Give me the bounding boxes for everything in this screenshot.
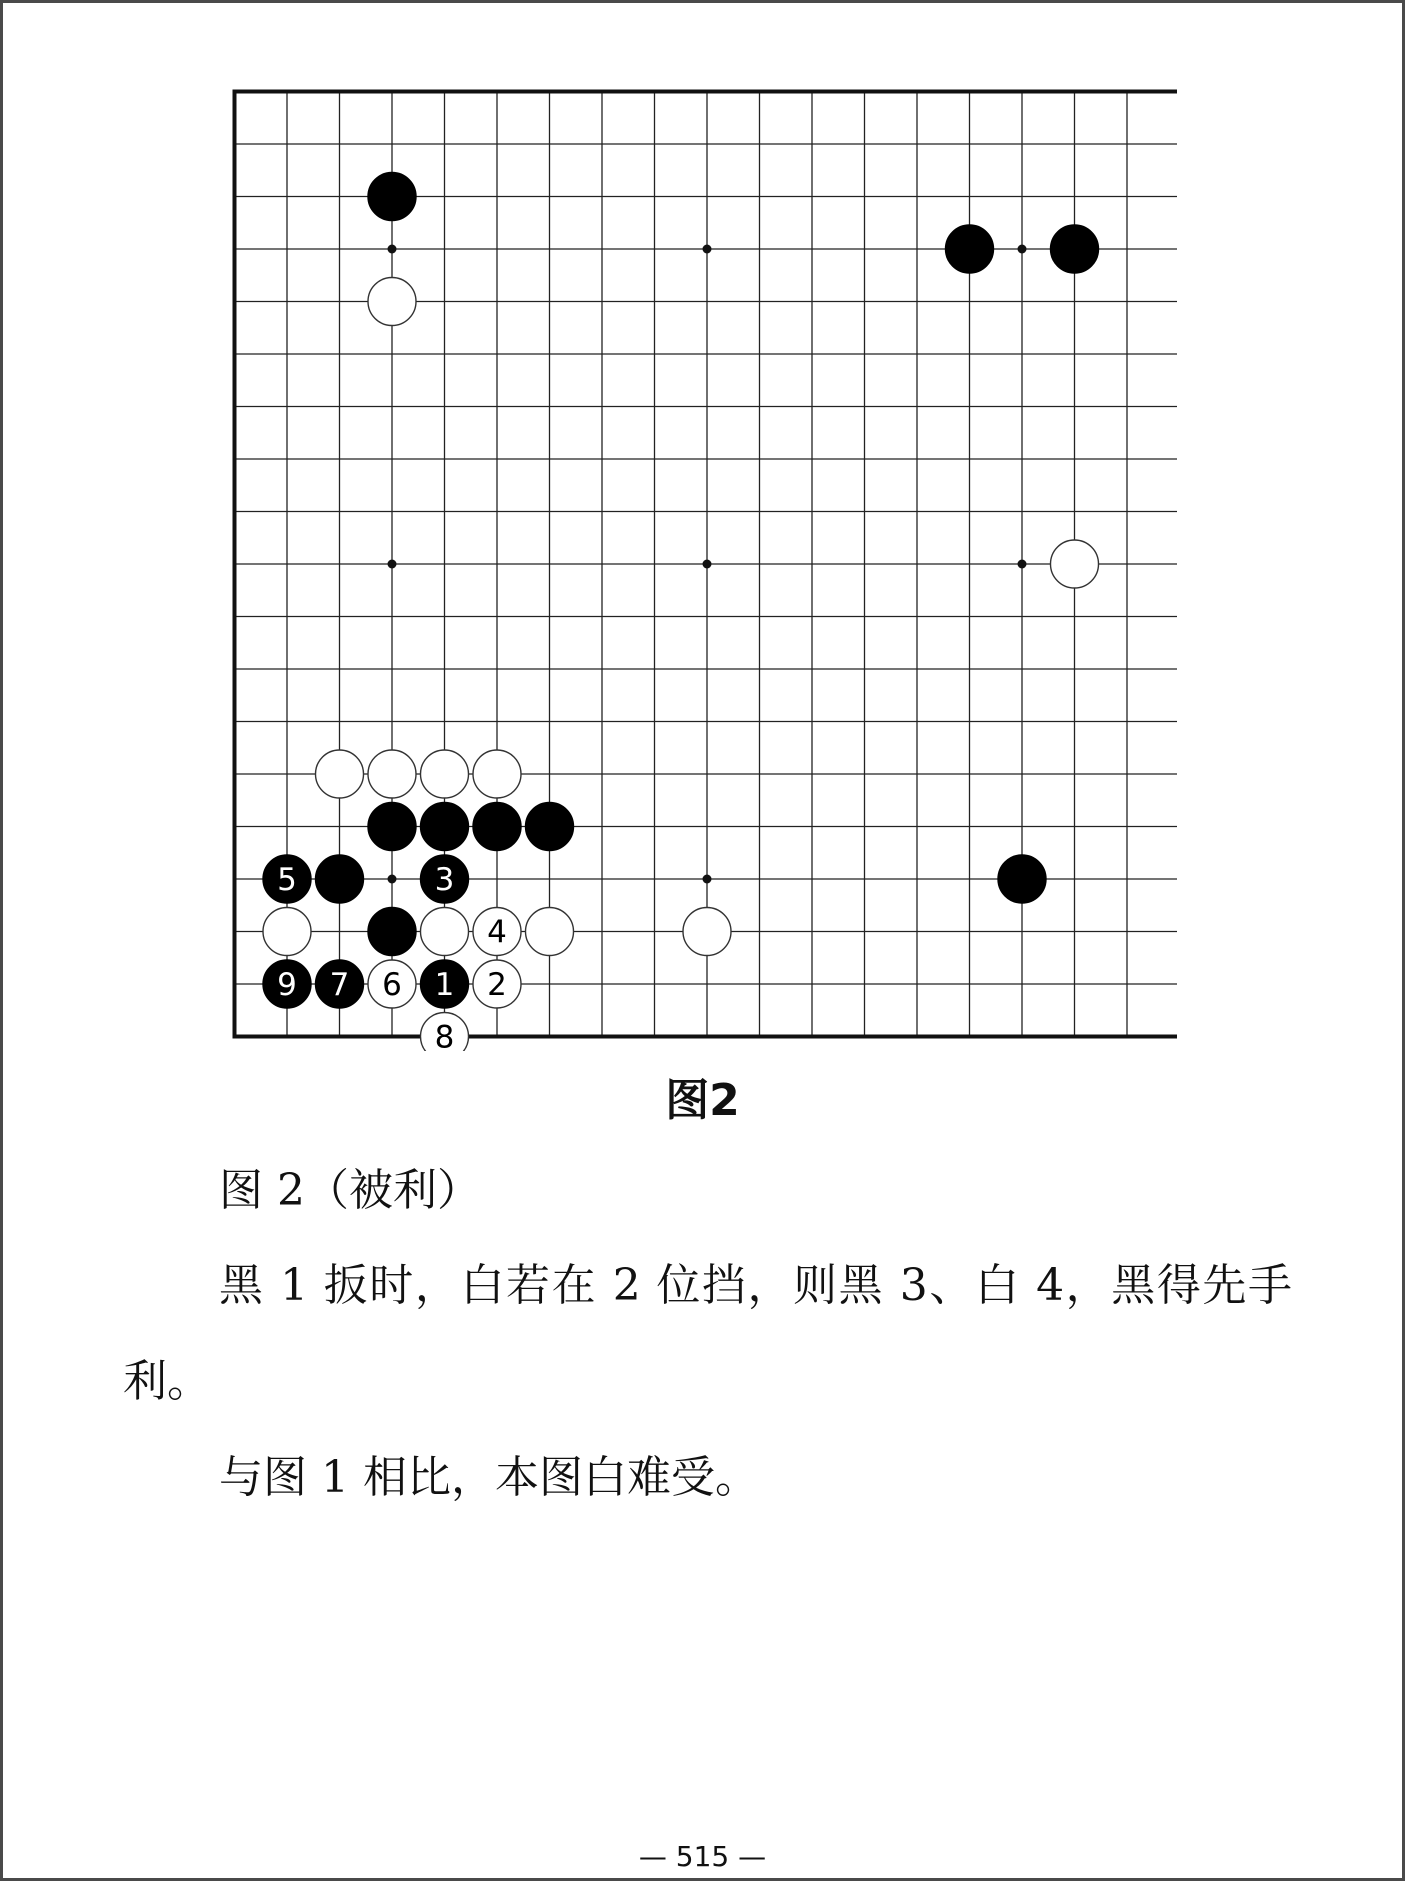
white-stone <box>683 908 731 956</box>
section-title: 图 2（被利） <box>219 1165 481 1216</box>
comparison-paragraph: 与图 1 相比，本图白难受。 <box>219 1452 759 1503</box>
black-stone <box>368 908 416 956</box>
black-stone <box>421 803 469 851</box>
move-number-label: 9 <box>277 967 297 1003</box>
white-stone <box>263 908 311 956</box>
go-board <box>232 89 1177 1051</box>
move-number-label: 1 <box>434 967 455 1003</box>
star-point <box>703 875 712 884</box>
white-stone <box>526 908 574 956</box>
star-point <box>703 245 712 254</box>
move-number-label: 4 <box>487 914 507 951</box>
white-stone <box>421 908 469 956</box>
black-stone <box>946 225 994 273</box>
move-number-label: 3 <box>434 862 455 898</box>
go-board-diagram <box>232 89 1177 1051</box>
black-stone <box>316 855 364 903</box>
move-number-label: 6 <box>382 967 402 1003</box>
star-point <box>388 560 397 569</box>
move-number-label: 7 <box>329 967 350 1003</box>
black-stone <box>998 855 1046 903</box>
stones <box>263 173 1099 1052</box>
black-stone <box>473 803 521 851</box>
star-point <box>388 875 397 884</box>
star-point <box>703 560 712 569</box>
black-stone <box>368 173 416 221</box>
commentary-paragraph: 黑 1 扳时，白若在 2 位挡，则黑 3、白 4，黑得先手利。 <box>123 1260 1292 1407</box>
white-stone <box>368 750 416 798</box>
white-stone <box>473 750 521 798</box>
move-number-label: 8 <box>434 1019 455 1051</box>
black-stone <box>526 803 574 851</box>
white-stone <box>316 750 364 798</box>
star-point <box>388 245 397 254</box>
white-stone <box>1051 540 1099 588</box>
star-point <box>1018 245 1027 254</box>
move-number-label: 2 <box>487 967 507 1003</box>
page-number: — 515 — <box>638 1840 767 1873</box>
diagram-caption: 图2 <box>665 1075 740 1126</box>
black-stone <box>368 803 416 851</box>
white-stone <box>421 750 469 798</box>
black-stone <box>1051 225 1099 273</box>
star-point <box>1018 560 1027 569</box>
white-stone <box>368 278 416 326</box>
move-number-label: 5 <box>277 862 297 898</box>
